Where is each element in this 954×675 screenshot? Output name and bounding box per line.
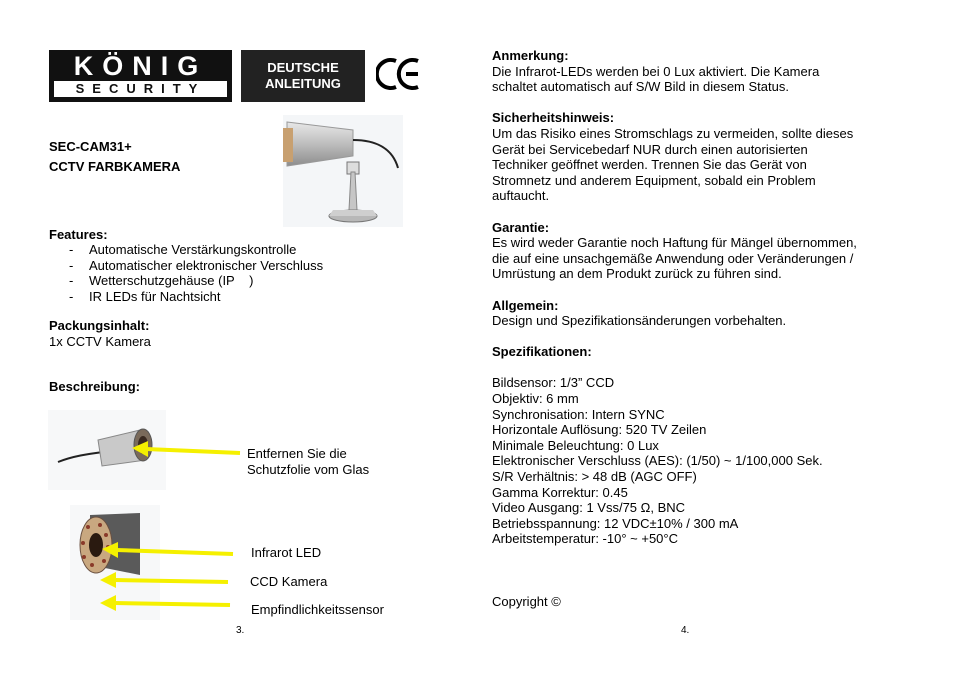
spec-item: Gamma Korrektur: 0.45	[492, 484, 628, 500]
safety-heading: Sicherheitshinweis:	[492, 110, 615, 126]
spec-item: Synchronisation: Intern SYNC	[492, 406, 665, 422]
logo-brand-bottom: SECURITY	[54, 81, 227, 97]
safety-line: Gerät bei Servicebedarf NUR durch einen autorisierten	[492, 141, 808, 157]
note-line: schaltet automatisch auf S/W Bild in diesem Status.	[492, 79, 789, 95]
safety-line: Um das Risiko eines Stromschlags zu vermeiden, sollte dieses	[492, 125, 854, 141]
warranty-line: Umrüstung an dem Produkt zurück zu führen sind.	[492, 266, 782, 282]
camera-photo-icon	[283, 110, 403, 232]
features-list	[49, 242, 323, 304]
list-item: - Wetterschutzgehäuse (IP )	[49, 273, 323, 289]
package-item: 1x CCTV Kamera	[49, 334, 151, 349]
language-line-2: ANLEITUNG	[265, 76, 341, 91]
list-item: - Automatische Verstärkungskontrolle	[49, 242, 323, 258]
safety-line: Techniker geöffnet werden. Trennen Sie das Gerät von	[492, 157, 807, 173]
specs-list	[492, 375, 912, 547]
arrow-ccd-icon	[98, 570, 230, 592]
ce-mark-icon	[376, 56, 422, 92]
page-number-right: 4.	[681, 625, 690, 636]
logo-brand-top: KÖNIG	[73, 51, 208, 81]
list-item: - IR LEDs für Nachtsicht	[49, 289, 323, 305]
copyright: Copyright ©	[492, 594, 561, 609]
arrow-ir-led-icon	[100, 541, 235, 563]
specs-heading: Spezifikationen:	[492, 344, 592, 360]
package-heading: Packungsinhalt:	[49, 318, 150, 333]
list-item: - Automatischer elektronischer Verschluss	[49, 258, 323, 274]
spec-item: Objektiv: 6 mm	[492, 391, 579, 407]
page-number-left: 3.	[236, 625, 245, 636]
safety-line: Stromnetz und anderem Equipment, sobald ein Problem	[492, 172, 816, 188]
safety-line: auftaucht.	[492, 188, 550, 204]
language-line-1: DEUTSCHE	[267, 60, 339, 75]
arrow-sensor-icon	[98, 593, 232, 615]
spec-item: Horizontale Auflösung: 520 TV Zeilen	[492, 422, 707, 438]
description-heading: Beschreibung:	[49, 379, 141, 394]
callout-sensor: Empfindlichkeitssensor	[251, 602, 384, 617]
product-code: SEC-CAM31+	[49, 139, 132, 154]
spec-item: Elektronischer Verschluss (AES): (1/50) ~ 1/100,000 Sek.	[492, 453, 823, 469]
callout-ccd: CCD Kamera	[250, 574, 328, 589]
arrow-glass-icon	[130, 438, 242, 464]
right-column	[492, 48, 912, 547]
warranty-line: Es wird weder Garantie noch Haftung für Mängel übernommen,	[492, 235, 857, 251]
callout-glass-line-1: Entfernen Sie die	[247, 446, 347, 461]
note-heading: Anmerkung:	[492, 48, 569, 63]
features-heading: Features:	[49, 227, 108, 242]
general-line: Design und Spezifikationsänderungen vorbehalten.	[492, 313, 787, 329]
konig-security-logo	[49, 50, 232, 102]
spec-item: Minimale Beleuchtung: 0 Lux	[492, 437, 659, 453]
note-line: Die Infrarot-LEDs werden bei 0 Lux aktiviert. Die Kamera	[492, 63, 820, 79]
product-name: CCTV FARBKAMERA	[49, 159, 181, 174]
warranty-heading: Garantie:	[492, 219, 550, 235]
callout-glass-line-2: Schutzfolie vom Glas	[247, 462, 370, 477]
spec-item: Bildsensor: 1/3” CCD	[492, 375, 615, 391]
general-heading: Allgemein:	[492, 297, 559, 313]
language-label	[241, 50, 365, 102]
spec-item: Betriebsspannung: 12 VDC±10% / 300 mA	[492, 515, 739, 531]
spec-item: Arbeitstemperatur: -10° ~ +50°C	[492, 531, 678, 547]
callout-ir-led: Infrarot LED	[251, 545, 322, 560]
warranty-line: die auf eine unsachgemäße Anwendung oder Veränderungen /	[492, 250, 854, 266]
spec-item: Video Ausgang: 1 Vss/75 Ω, BNC	[492, 500, 686, 516]
spec-item: S/R Verhältnis: > 48 dB (AGC OFF)	[492, 469, 697, 485]
